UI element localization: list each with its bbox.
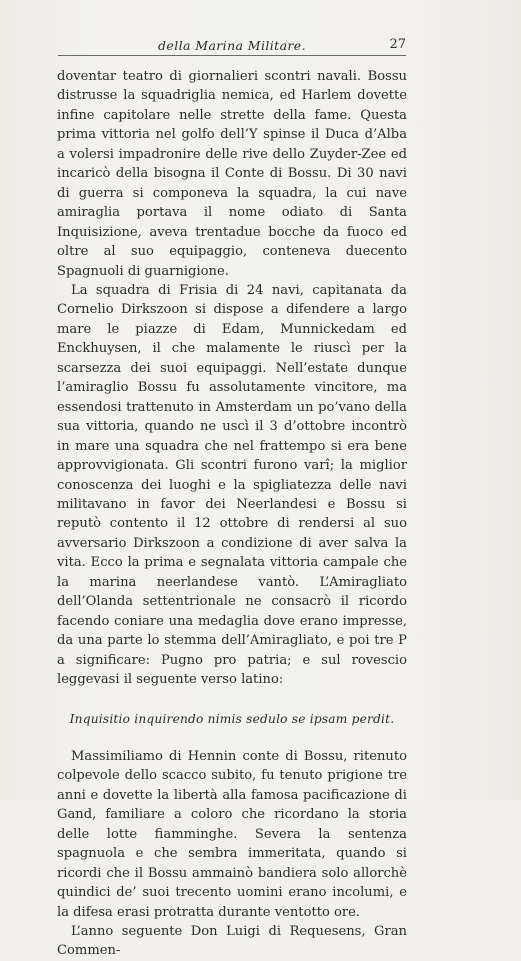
paragraph-4: L’anno seguente Don Luigi di Requesens, Gran Commen-: [57, 924, 407, 959]
latin-verse: Inquisitio inquirendo nimis sedulo se ipsam perdit.: [69, 711, 395, 726]
body-text: [57, 67, 407, 961]
paragraph-2: La squadra di Frisia di 24 navi, capitanata da Cornelio Dirkszoon si dispose a difendere a largo mare le piazze di Edam, Munnickedam ed Enckhuysen, il che malamente le riuscì per la scarsezza dei suoi equipaggi. Nell’estate dunque l’amiraglio Bossu fu assolutamente vincitore, ma essendosi trattenuto in Amsterdam un po’vano della sua vittoria, quando ne uscì il 3 d’ottobre incontrò in mare una squadra che nel frattempo si era bene approvvigionata. Gli scontri furono varî; la miglior conoscenza dei luoghi e la spigliatezza delle navi militavano in favor dei Neerlandesi e Bossu si reputò contento il 12 ottobre di rendersi al suo avversario Dirkszoon a condizione di aver salva la vita. Ecco la prima e segnalata vittoria campale che la marina neerlandese vantò. L’Amiragliato dell’Olanda settentrionale ne consacrò il ricordo facendo coniare una medaglia dove erano impresse, da una parte lo stemma dell’Amiragliato, e poi tre P a significare: Pugno pro patria; e sul rovescio leggevasi il seguente verso latino:: [57, 282, 407, 688]
page-header: [58, 33, 406, 56]
running-title: della Marina Militare.: [158, 38, 306, 53]
paragraph-1: doventar teatro di giornalieri scontri navali. Bossu distrusse la squadriglia nemica, ed Harlem dovette infine capitolare nelle strette della fame. Questa prima vittoria nel golfo dell’Y spinse il Duca d’Alba a volersi impadronire delle rive dello Zuyder-Zee ed incaricò della bisogna il Conte di Bossu. Di 30 navi di guerra si componeva la squadra, la cui nave amiraglia portava il nome odiato di Santa Inquisizione, aveva trentadue bocche da fuoco ed oltre al suo equipaggio, conteneva duecento Spagnuoli di guarnigione.: [57, 69, 407, 279]
page-number: 27: [389, 37, 406, 52]
paragraph-3: Massimiliamo di Hennin conte di Bossu, ritenuto colpevole dello scacco subito, fu tenuto prigione tre anni e dovette la libertà alla famosa pacificazione di Gand, familiare a coloro che ricordano la storia delle lotte fiamminghe. Severa la sentenza spagnuola e che sembra immeritata, quando si ricordi che il Bossu ammainò bandiera solo allorchè quindici de’ suoi trecento uomini erano incolumi, e la difesa erasi protratta durante ventotto ore.: [57, 748, 407, 920]
